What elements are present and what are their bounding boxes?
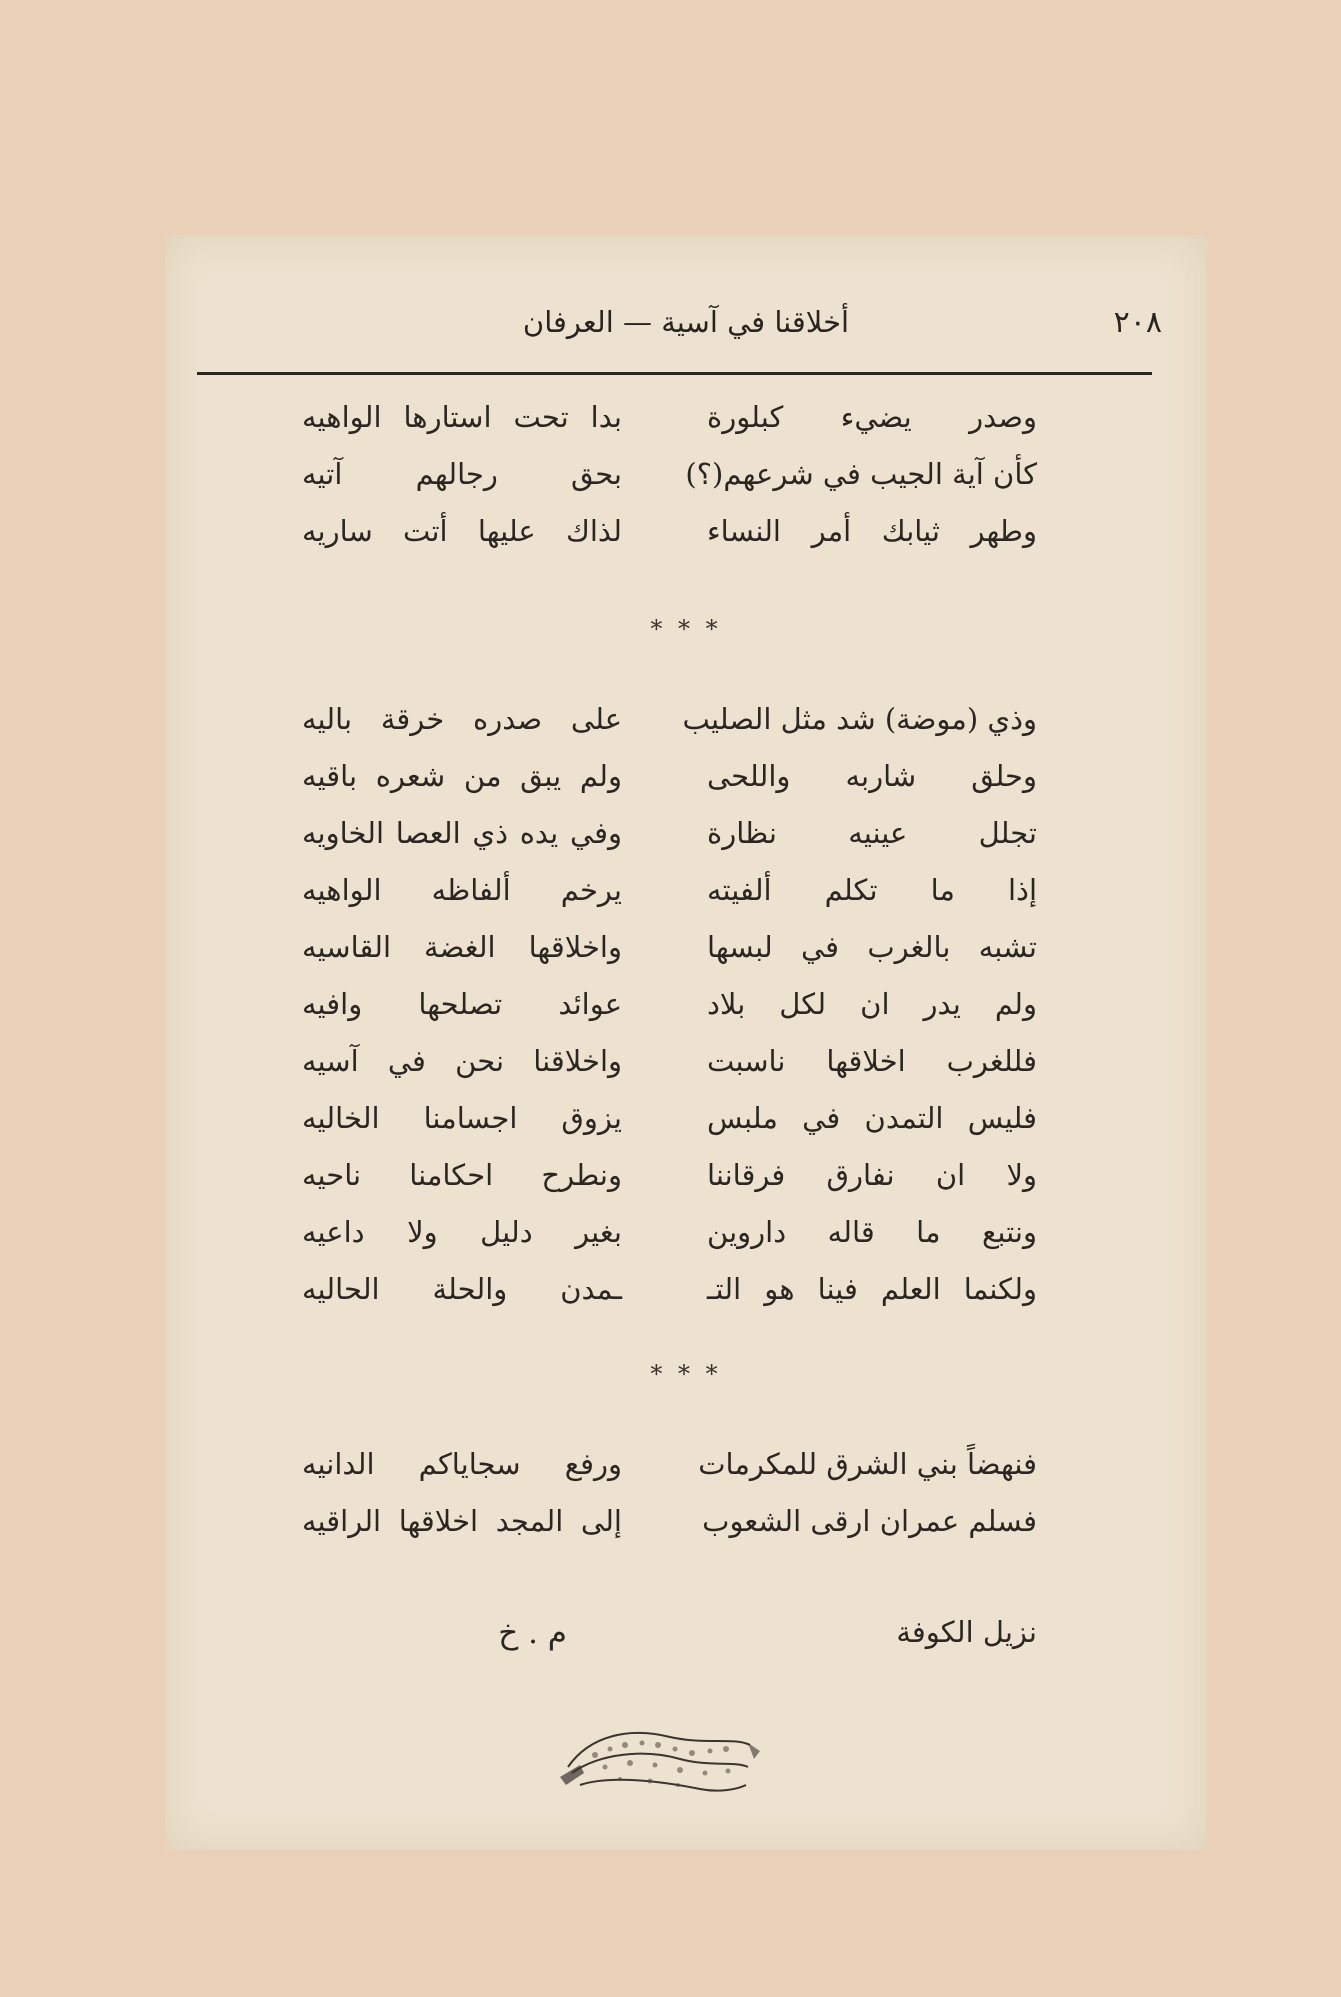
couplet [165,754,1207,811]
couplet [165,982,1207,1039]
first-hemistich: فليس التمدن في ملبس [707,1101,1037,1135]
first-hemistich: فللغرب اخلاقها ناسبت [707,1044,1037,1078]
second-hemistich: يزوق اجسامنا الخاليه [302,1101,622,1135]
second-hemistich: واخلاقها الغضة القاسيه [302,930,622,964]
second-hemistich: يرخم ألفاظه الواهيه [302,873,622,907]
floral-tailpiece-icon [550,1715,765,1800]
first-hemistich: وذي (موضة) شد مثل الصليب [682,702,1037,736]
couplet [165,395,1207,452]
second-hemistich: عوائد تصلحها وافيه [302,987,622,1021]
second-hemistich: ونطرح احكامنا ناحيه [302,1158,622,1192]
couplet [165,1153,1207,1210]
second-hemistich: بحق رجالهم آتيه [302,457,622,491]
stanza-3 [165,1442,1207,1556]
couplet [165,1267,1207,1324]
second-hemistich: وفي يده ذي العصا الخاويه [302,816,622,850]
book-page [165,235,1207,1850]
asterism-separator: * * * [650,615,722,643]
couplet [165,1210,1207,1267]
running-head [165,305,1207,345]
couplet [165,925,1207,982]
second-hemistich: بغير دليل ولا داعيه [302,1215,622,1249]
second-hemistich: ورفع سجاياكم الدانيه [302,1447,622,1481]
stanza-1 [165,395,1207,566]
couplet [165,509,1207,566]
first-hemistich: وصدر يضيء كبلورة [707,400,1037,434]
second-hemistich: واخلاقنا نحن في آسيه [302,1044,622,1078]
first-hemistich: فنهضاً بني الشرق للمكرمات [698,1447,1037,1481]
second-hemistich: لذاك عليها أتت ساريه [302,514,622,548]
first-hemistich: كأن آية الجيب في شرعهم(؟) [685,457,1037,491]
couplet [165,1039,1207,1096]
page-number: ٢٠٨ [1113,305,1162,340]
first-hemistich: ولكنما العلم فينا هو التـ [707,1272,1037,1306]
couplet [165,868,1207,925]
second-hemistich: بدا تحت استارها الواهيه [302,400,622,434]
couplet [165,1096,1207,1153]
first-hemistich: تجلل عينيه نظارة [707,816,1037,850]
author-initials: م . خ [498,1615,567,1651]
first-hemistich: تشبه بالغرب في لبسها [707,930,1037,964]
first-hemistich: وطهر ثيابك أمر النساء [707,514,1037,548]
first-hemistich: ونتبع ما قاله داروين [707,1215,1037,1249]
first-hemistich: وحلق شاربه واللحى [707,759,1037,793]
first-hemistich: ولا ان نفارق فرقاننا [707,1158,1037,1192]
second-hemistich: ـمدن والحلة الحاليه [302,1272,622,1306]
stanza-2 [165,697,1207,1324]
author-location: نزيل الكوفة [896,1615,1037,1649]
first-hemistich: إذا ما تكلم ألفيته [707,873,1037,907]
couplet [165,697,1207,754]
signature-row [165,1615,1207,1665]
second-hemistich: ولم يبق من شعره باقيه [302,759,622,793]
couplet [165,1442,1207,1499]
header-rule [197,372,1152,375]
asterism-separator: * * * [650,1360,722,1388]
second-hemistich: على صدره خرقة باليه [302,702,622,736]
first-hemistich: ولم يدر ان لكل بلاد [707,987,1037,1021]
first-hemistich: فسلم عمران ارقى الشعوب [702,1504,1037,1538]
running-title: أخلاقنا في آسية — العرفان [522,305,850,339]
couplet [165,811,1207,868]
couplet [165,1499,1207,1556]
couplet [165,452,1207,509]
second-hemistich: إلى المجد اخلاقها الراقيه [302,1504,622,1538]
